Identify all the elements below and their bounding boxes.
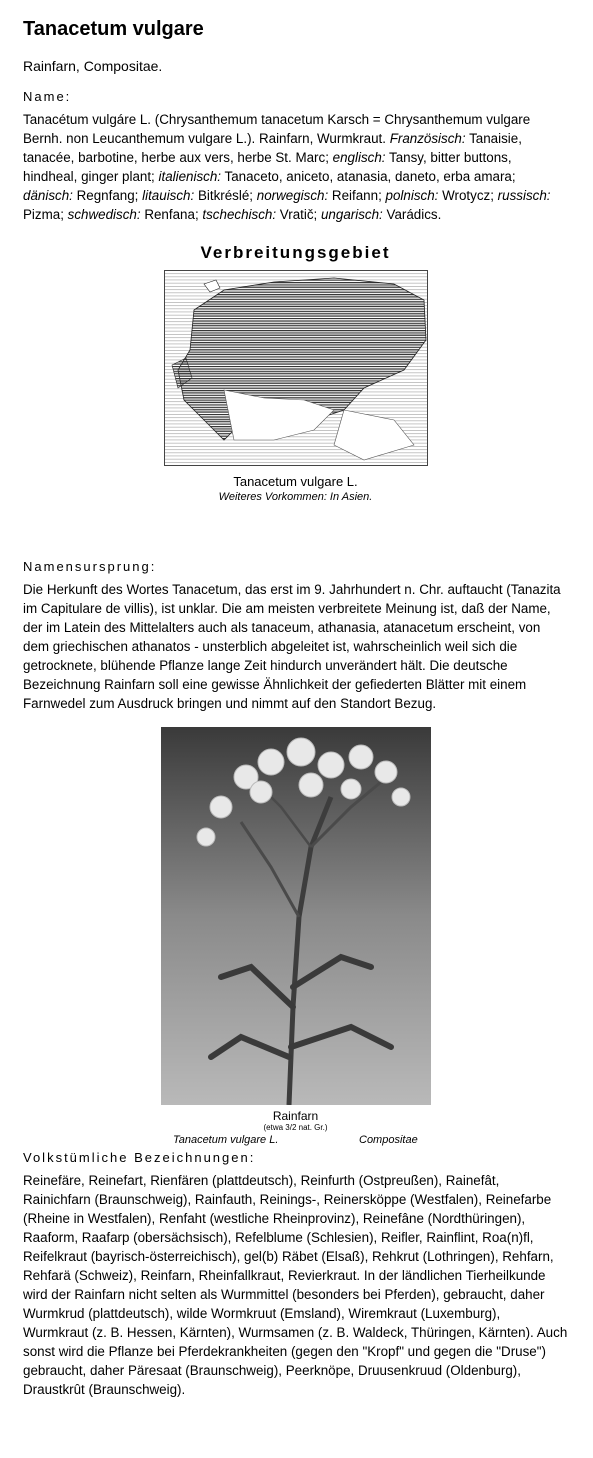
language-label: ungarisch: — [320, 207, 383, 222]
name-text: Tansy, bitter buttons, hindheal, ginger plant; — [23, 150, 512, 184]
photo-caption: Rainfarn — [272, 1109, 319, 1123]
language-label: italienisch: — [158, 169, 222, 184]
name-text: Varádics. — [382, 207, 442, 222]
language-label: dänisch: — [23, 188, 73, 203]
name-text: Pizma; — [23, 207, 68, 222]
name-text: Tanacétum vulgáre L. (Chrysanthemum tanacetum Karsch = Chrysanthemum vulgare Bernh. non Leucanthemum vulgare L.). Rainfarn, Wurmkraut. — [23, 112, 531, 146]
folk-paragraph: Reinefäre, Reinefart, Rienfären (plattdeutsch), Reinfurth (Ostpreußen), Rainefât, Rainichfarn (Braunschweig), Rainfauth, Reinings-, Reinersköppe (Westfalen), Reinefarbe (Rheine in Westfalen), Renfaht (westliche Rheinprovinz), Reinefâne (Nordthüringen), Raaform, Raafarp (obersächsisch), Refelblume (Schlesien), Reifler, Rainflint, Roa(n)fl, Reifelkraut (bayrisch-österreichisch), gel(b) Räbet (Elsaß), Rehkrut (Lothringen), Rehfarn, Rehfarä (Schweiz), Reinfarn, Rheinfallkraut, Revierkraut. In der ländlichen Tierheilkunde wird der Rainfarn nicht selten als Wurmmittel (besonders bei Pferden), gebraucht, daher Wurmkrud (plattdeutsch), wilde Wormkruut (Emsland), Wiremkraut (Luxemburg), Wurmkraut (z. B. Hessen, Kärnten), Wurmsamen (z. B. Waldeck, Thüringen, Kärnten). Auch sonst wird die Pflanze bei Pferdekrankheiten (gegen den "Kropf" und gegen die "Druse") gebraucht, daher Päresaat (Braunschweig), Peerknöpe, Druusenkruud (Oldenburg), Draustkrût (Braunschweig). — [23, 1173, 568, 1397]
language-label: tschechisch: — [202, 207, 277, 222]
distribution-title: Verbreitungsgebiet — [200, 243, 391, 262]
language-label: englisch: — [332, 150, 386, 165]
origin-paragraph: Die Herkunft des Wortes Tanacetum, das erst im 9. Jahrhundert n. Chr. auftaucht (Tanazita im Capitulare de villis), ist unklar. Die am meisten verbreitete Meinung ist, daß der Name, der im Latein des Mittelalters auch als tanaceum, athanasia, atanacetum erscheint, von dem griechischen athanatos - unsterblich abgeleitet ist, wahrscheinlich weil sich die getrocknete, blühende Pflanze lange Zeit hindurch unverändert hält. Die deutsche Bezeichnung Rainfarn soll eine gewisse Ähnlichkeit der gefiederten Blätter mit einem Farnwedel zum Ausdruck bringen und nimmt auf den Standort Bezug. — [23, 582, 561, 711]
plant-photo-image — [161, 727, 431, 1105]
name-text: Wrotycz; — [438, 188, 498, 203]
distribution-figure — [23, 242, 568, 504]
name-text: Tanaceto, aniceto, atanasia, daneto, erba amara; — [221, 169, 516, 184]
language-label: litauisch: — [142, 188, 195, 203]
article — [23, 14, 568, 1399]
map-subcaption: Weiteres Vorkommen: In Asien. — [218, 491, 373, 503]
folk-heading: Volkstümliche Bezeichnungen: — [23, 1150, 256, 1165]
plant-figure — [23, 727, 568, 1147]
name-text: Renfana; — [140, 207, 203, 222]
language-label: Französisch: — [389, 131, 466, 146]
origin-heading: Namensursprung: — [23, 559, 157, 574]
name-text: Tanaisie, tanacée, barbotine, herbe aux vers, herbe St. Marc; — [23, 131, 522, 165]
photo-scale: (etwa 3/2 nat. Gr.) — [263, 1123, 328, 1132]
page-subtitle: Rainfarn, Compositae. — [23, 58, 163, 74]
name-text: Vratič; — [276, 207, 321, 222]
page-title: Tanacetum vulgare — [23, 18, 204, 40]
name-text: Regnfang; — [72, 188, 143, 203]
name-heading: Name: — [23, 89, 72, 104]
language-label: polnisch: — [385, 188, 439, 203]
language-label: russisch: — [497, 188, 551, 203]
photo-family: Compositae — [359, 1134, 418, 1146]
distribution-map-image — [164, 270, 428, 466]
name-text: Bitkréslé; — [194, 188, 257, 203]
language-label: schwedisch: — [67, 207, 141, 222]
name-text: Reifann; — [328, 188, 386, 203]
photo-names — [23, 1133, 568, 1147]
language-label: norwegisch: — [256, 188, 329, 203]
name-paragraph — [23, 110, 568, 224]
map-caption: Tanacetum vulgare L. — [233, 474, 358, 489]
photo-species: Tanacetum vulgare L. — [173, 1134, 279, 1146]
